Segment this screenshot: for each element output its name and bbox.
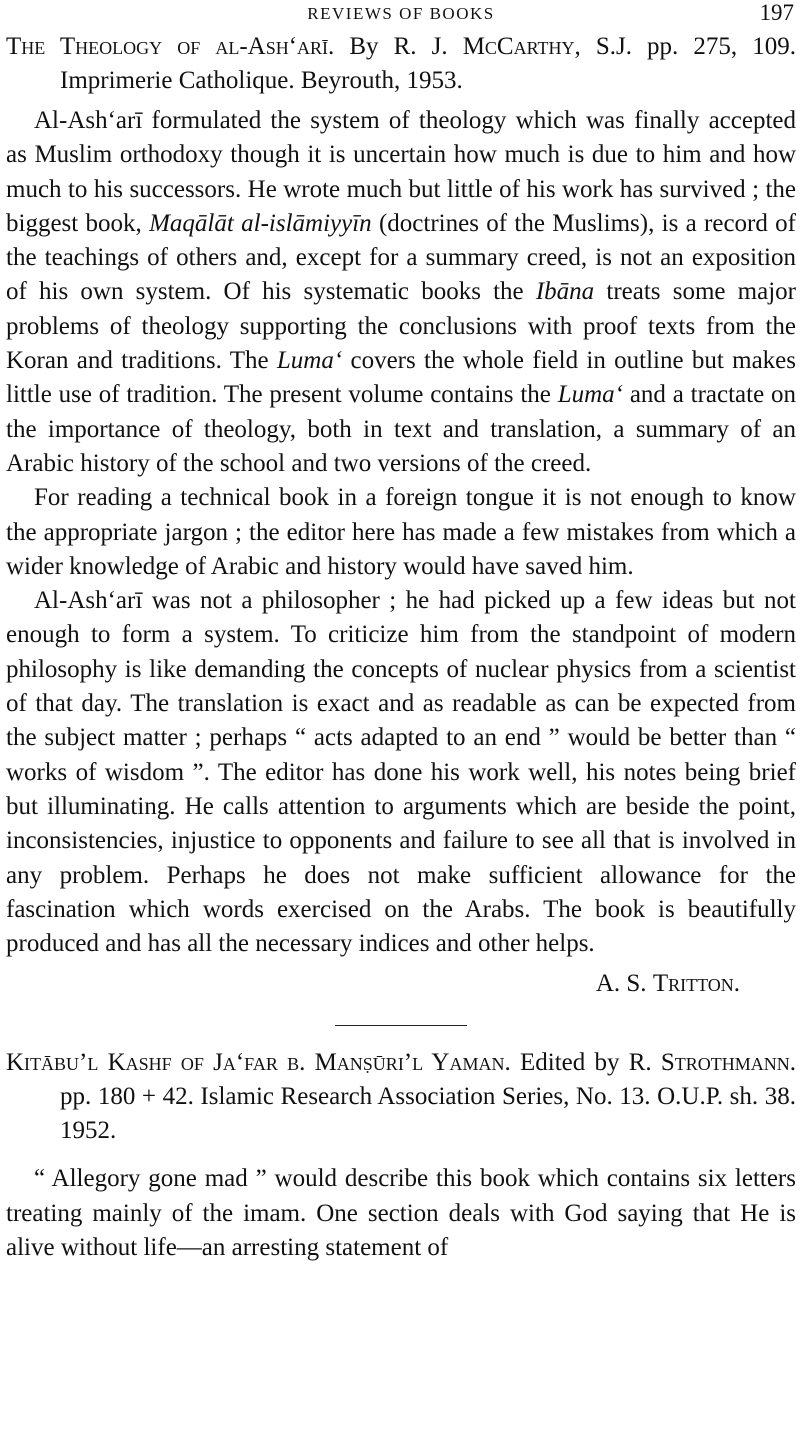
review2-paragraph-1: “ Allegory gone mad ” would describe this book which contains six letters treating mainly of the imam. One section deals with God saying that He is alive without life—an arresting statement of — [6, 1165, 796, 1262]
page-number: 197 — [759, 0, 794, 25]
review2-edited-by: Edited by — [510, 1049, 629, 1077]
review1-paragraph-2: For reading a technical book in a foreign tongue it is not enough to know the appropriate jargon ; the editor here has made a few mistakes from which a wider knowledge of Arabic and history would have saved him. — [6, 484, 796, 580]
running-head — [6, 0, 796, 30]
review2-book-title: Kitābu’l Kashf of Ja‘far b. Manṣūri’l Yaman. — [6, 1049, 511, 1077]
italic-title: Maqālāt al-islāmiyyīn — [149, 209, 372, 237]
review2-details: . pp. 180 + 42. Islamic Research Association Series, No. 13. O.U.P. sh. 38. 1952. — [60, 1049, 797, 1145]
review1-author: McCarthy — [462, 33, 575, 60]
review1-signature — [6, 967, 796, 1001]
review2-reference — [6, 1046, 796, 1148]
review1-details: , S.J. pp. 275, 109. Imprimerie Catholique. Beyrouth, 1953. — [60, 33, 796, 94]
review2-editor: R. Strothmann — [628, 1049, 790, 1077]
review1-book-title: The Theology of al-Ash‘arī. — [6, 33, 335, 60]
signature-name: Tritton. — [652, 970, 740, 998]
text-run: (doctrines of the Muslims), is a record of the teachings of others and, except for a summary creed, is not an exposition of his own system. Of his systematic books the — [6, 209, 797, 306]
review1-paragraph-1 — [6, 104, 796, 481]
text-run: and a tractate on the importance of theology, both in text and translation, a summary of an Arabic history of the school and two versions of the creed. — [6, 381, 796, 477]
text-run: Al-Ash‘arī formulated the system of theology which was finally accepted as Muslim orthodoxy though it is uncertain how much is due to him and how much to his successors. He wrote much but little of his work has survived ; the biggest book, — [6, 107, 796, 237]
review1-by: By R. J. — [334, 33, 463, 60]
italic-title: Luma‘ — [276, 347, 343, 375]
signature-initials: A. S. — [595, 970, 653, 998]
text-run: treats some major problems of theology supporting the conclusions with proof texts from the Koran and traditions. The — [6, 278, 796, 375]
text-run: covers the whole field in outline but makes little use of tradition. The present volume contains the — [6, 347, 797, 409]
italic-title: Ibāna — [535, 278, 595, 306]
page — [6, 0, 796, 1265]
review1-paragraph-3: Al-Ash‘arī was not a philosopher ; he had picked up a few ideas but not enough to form a system. To criticize him from the standpoint of modern philosophy is like demanding the concepts of nuclear physics from a scientist of that day. The translation is exact and as readable as can be expected from the subject matter ; perhaps “ acts adapted to an end ” would be better than “ works of wisdom ”. The editor has done his work well, his notes being brief but illuminating. He calls attention to arguments which are beside the point, inconsistencies, injustice to opponents and failure to see all that is involved in any problem. Perhaps he does not make sufficient allowance for the fascination which words exercised on the Arabs. The book is beautifully produced and has all the necessary indices and other helps. — [6, 587, 796, 958]
section-divider — [335, 1025, 467, 1026]
running-head-title: REVIEWS OF BOOKS — [307, 4, 495, 23]
italic-title: Luma‘ — [557, 381, 623, 409]
review1-reference — [6, 30, 796, 98]
